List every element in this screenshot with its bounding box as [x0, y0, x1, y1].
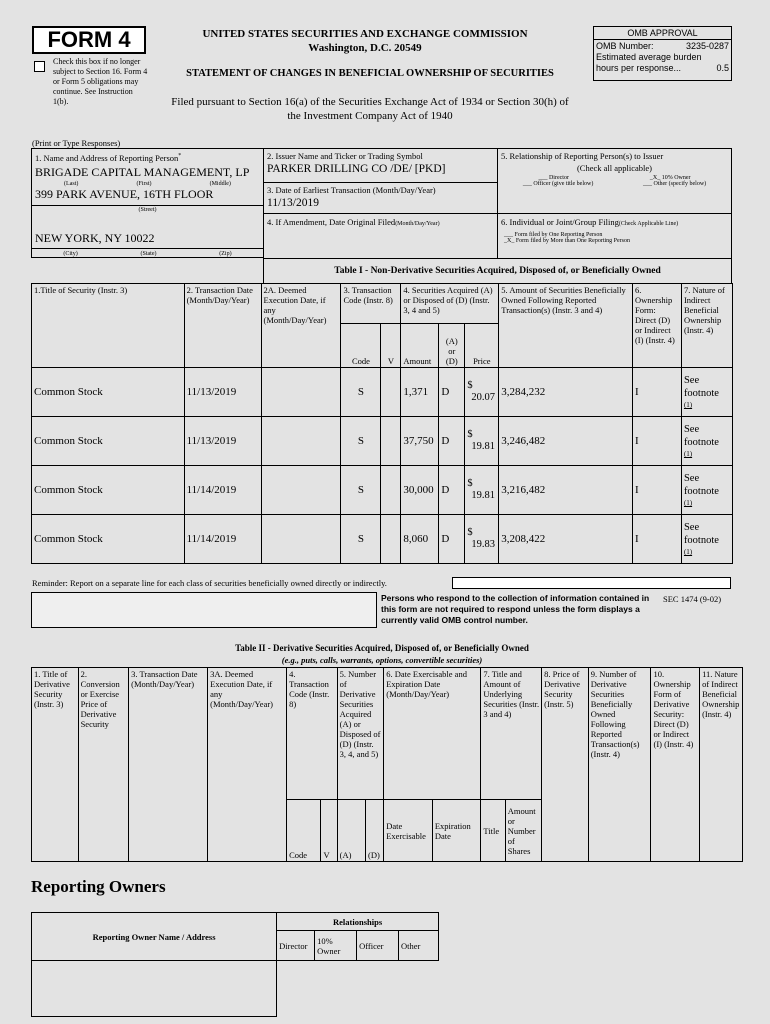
t1-h-acquired: 4. Securities Acquired (A) or Disposed of (D) (Instr. 3, 4 and 5): [401, 284, 499, 324]
t2-h-title: 1. Title of Derivative Security (Instr. 3): [32, 668, 79, 862]
t1-cell-amount: 1,371: [401, 368, 439, 417]
t1-h-form: 6. Ownership Form: Direct (D) or Indirect (I) (Instr. 4): [632, 284, 681, 368]
t1-h-ad: (A) or (D): [439, 324, 465, 368]
reporting-person-name: BRIGADE CAPITAL MANAGEMENT, LP: [35, 164, 250, 179]
t1-h-title: 1.Title of Security (Instr. 3): [32, 284, 185, 368]
t1-cell-title: Common Stock: [32, 515, 185, 564]
t1-h-v: V: [381, 324, 401, 368]
rel-director: ___ Director: [538, 175, 569, 181]
t2-h-form: 10. Ownership Form of Derivative Security: Direct (D) or Indirect (I) (Instr. 4): [651, 668, 700, 862]
table2: [31, 667, 743, 862]
no-longer-subject-checkbox[interactable]: [34, 59, 45, 77]
city-line: NEW YORK, NY 10022: [35, 230, 155, 245]
omb-title: OMB APPROVAL: [594, 27, 731, 40]
t2-h-title-sub: Title: [481, 800, 505, 862]
t1-h-owned: 5. Amount of Securities Beneficially Owned Following Reported Transaction(s) (Instr. 3 and 4): [499, 284, 633, 368]
form-title: FORM 4: [47, 27, 131, 52]
t2-h-date-ex: Date Exercisable: [384, 800, 433, 862]
checkbox-text: Check this box if no longer subject to Section 16. Form 4 or Form 5 obligations may continue. See Instruction 1(b).: [53, 57, 148, 106]
t1-cell-owned: 3,216,482: [499, 466, 633, 515]
ro-h-other: Other: [399, 931, 439, 961]
box1-name-address: 1. Name and Address of Reporting Person* BRIGADE CAPITAL MANAGEMENT, LP (Last) (First) (Middle) 399 PARK AVENUE, 16TH FLOOR (Street) NEW YORK, NY 10022 (City) (State) (Zip): [31, 148, 264, 258]
name-sublabels: (Last) (First) (Middle): [64, 180, 231, 187]
city-sublabels: (City) (State) (Zip): [63, 250, 232, 257]
t1-h-code: 3. Transaction Code (Instr. 8): [341, 284, 401, 324]
t1-cell-form: I: [632, 417, 681, 466]
t1-cell-amount: 8,060: [401, 515, 439, 564]
t1-cell-ad: D: [439, 368, 465, 417]
ro-h-ten: 10% Owner: [315, 931, 357, 961]
t1-h-nature: 7. Nature of Indirect Beneficial Ownership (Instr. 4): [681, 284, 732, 368]
t1-h-code-sub: Code: [341, 324, 381, 368]
box5-sub: (Check all applicable): [576, 163, 653, 173]
sec-code: SEC 1474 (9-02): [663, 594, 722, 604]
street-address: 399 PARK AVENUE, 16TH FLOOR: [35, 186, 214, 201]
omb-approval-box: [593, 26, 732, 81]
t1-h-deemed: 2A. Deemed Execution Date, if any (Month/Day/Year): [261, 284, 341, 368]
box6-one: ___ Form filed by One Reporting Person: [504, 232, 603, 238]
t1-cell-v: [381, 368, 401, 417]
t1-cell-v: [381, 515, 401, 564]
box4-label: 4. If Amendment, Date Original Filed(Month/Day/Year): [267, 217, 440, 227]
box6-more: _X_ Form filed by More than One Reporting Person: [504, 238, 630, 244]
t1-cell-amount: 30,000: [401, 466, 439, 515]
ro-h-officer: Officer: [357, 931, 399, 961]
reporting-owners-table: [31, 912, 439, 1017]
t2-h-owned: 9. Number of Derivative Securities Beneficially Owned Following Reported Transaction(s) (Instr. 4): [588, 668, 651, 862]
agency-location: Washington, D.C. 20549: [308, 42, 422, 54]
t1-cell-code: S: [341, 417, 381, 466]
t1-cell-title: Common Stock: [32, 368, 185, 417]
t2-h-code-sub: Code: [287, 800, 321, 862]
t2-h-nature: 11. Nature of Indirect Beneficial Ownership (Instr. 4): [700, 668, 743, 862]
t2-h-price: 8. Price of Derivative Security (Instr. 5): [542, 668, 589, 862]
table2-title: Table II - Derivative Securities Acquired, Disposed of, or Beneficially Owned: [235, 643, 529, 653]
t1-cell-ad: D: [439, 515, 465, 564]
t1-cell-owned: 3,208,422: [499, 515, 633, 564]
filed-pursuant-line1: Filed pursuant to Section 16(a) of the Securities Exchange Act of 1934 or Section 30(h) of: [171, 96, 569, 108]
t1-cell-title: Common Stock: [32, 417, 185, 466]
t2-h-number: 5. Number of Derivative Securities Acquired (A) or Disposed of (D) (Instr. 3, 4, and 5): [337, 668, 384, 800]
t1-cell-date: 11/13/2019: [184, 368, 261, 417]
t2-h-exercisable: 6. Date Exercisable and Expiration Date (Month/Day/Year): [384, 668, 481, 800]
t1-cell-price: $ 20.07: [465, 368, 499, 417]
footnote-link[interactable]: (1): [683, 499, 693, 507]
footnote-link[interactable]: (1): [683, 548, 693, 556]
t1-cell-amount: 37,750: [401, 417, 439, 466]
t2-h-date: 3. Transaction Date (Month/Day/Year): [129, 668, 208, 862]
t2-h-deemed: 3A. Deemed Execution Date, if any (Month/Day/Year): [208, 668, 287, 862]
t1-cell-owned: 3,246,482: [499, 417, 633, 466]
t1-h-date: 2. Transaction Date (Month/Day/Year): [184, 284, 261, 368]
table-row: [32, 417, 733, 466]
t1-cell-form: I: [632, 515, 681, 564]
form-title-box: [32, 26, 146, 54]
footnote-link[interactable]: (1): [683, 401, 693, 409]
ro-h-director: Director: [277, 931, 315, 961]
t1-h-amount: Amount: [401, 324, 439, 368]
t1-cell-price: $ 19.81: [465, 466, 499, 515]
t1-h-price: Price: [465, 324, 499, 368]
t1-cell-v: [381, 466, 401, 515]
box3-label: 3. Date of Earliest Transaction (Month/Day/Year): [267, 185, 436, 195]
t1-cell-deemed: [261, 417, 341, 466]
omb-burden-1: Estimated average burden: [596, 52, 702, 62]
table1: [31, 283, 733, 564]
rel-other: ___ Other (specify below): [643, 181, 707, 187]
table-row: [32, 515, 733, 564]
box1-label: 1. Name and Address of Reporting Person: [35, 152, 179, 163]
t1-cell-title: Common Stock: [32, 466, 185, 515]
t2-h-conversion: 2. Conversion or Exercise Price of Derivative Security: [78, 668, 129, 862]
box4-amendment: [263, 213, 498, 259]
omb-burden-2: hours per response... 0.5: [596, 63, 729, 73]
reporting-owners-title: Reporting Owners: [31, 877, 166, 896]
t1-cell-price: $ 19.83: [465, 515, 499, 564]
issuer-name: PARKER DRILLING CO /DE/ [PKD]: [267, 163, 446, 175]
box5-relationship: [497, 148, 732, 214]
t1-cell-date: 11/14/2019: [184, 515, 261, 564]
table-row: [32, 466, 733, 515]
reminder-box-right: [452, 577, 731, 589]
t2-h-code: 4. Transaction Code (Instr. 8): [287, 668, 338, 800]
t2-h-amount-shares: Amount or Number of Shares: [505, 800, 541, 862]
t1-cell-code: S: [341, 466, 381, 515]
t2-h-a: (A): [337, 800, 365, 862]
t1-cell-code: S: [341, 368, 381, 417]
t1-cell-nature: See footnote (1): [681, 515, 732, 564]
filed-pursuant-line2: the Investment Company Act of 1940: [287, 110, 453, 122]
t1-cell-deemed: [261, 466, 341, 515]
agency-name: UNITED STATES SECURITIES AND EXCHANGE COMMISSION: [202, 28, 528, 40]
omb-number-row: OMB Number: 3235-0287: [596, 41, 729, 51]
rel-officer: ___ Officer (give title below): [522, 181, 594, 187]
t1-cell-date: 11/13/2019: [184, 417, 261, 466]
t1-cell-deemed: [261, 368, 341, 417]
table2-subtitle: (e.g., puts, calls, warrants, options, convertible securities): [281, 655, 483, 665]
persons-respond-notice: Persons who respond to the collection of information contained in this form are not required to respond unless the form displays a currently valid OMB control number.: [381, 593, 650, 625]
t1-cell-owned: 3,284,232: [499, 368, 633, 417]
t1-cell-v: [381, 417, 401, 466]
earliest-date: 11/13/2019: [267, 197, 319, 209]
t2-h-exp: Expiration Date: [432, 800, 481, 862]
ro-h-name-address: Reporting Owner Name / Address: [32, 913, 277, 961]
t1-cell-price: $ 19.81: [465, 417, 499, 466]
rel-10-owner: _X_ 10% Owner: [649, 175, 691, 181]
street-label: (Street): [138, 206, 157, 213]
table-row: [32, 368, 733, 417]
t1-cell-nature: See footnote (1): [681, 368, 732, 417]
box5-label: 5. Relationship of Reporting Person(s) to Issuer: [501, 151, 664, 161]
t1-cell-form: I: [632, 466, 681, 515]
reminder-text: Reminder: Report on a separate line for each class of securities beneficially owned directly or indirectly.: [32, 578, 387, 588]
print-type-note: (Print or Type Responses): [32, 138, 121, 148]
box6-label: 6. Individual or Joint/Group Filing(Check Applicable Line): [501, 217, 679, 227]
t1-cell-ad: D: [439, 417, 465, 466]
t1-cell-form: I: [632, 368, 681, 417]
reminder-box-left: [31, 592, 377, 628]
t1-cell-nature: See footnote (1): [681, 466, 732, 515]
ro-h-relationships: Relationships: [277, 913, 439, 931]
box2-label: 2. Issuer Name and Ticker or Trading Symbol: [267, 151, 423, 161]
footnote-link[interactable]: (1): [683, 450, 693, 458]
statement-title: STATEMENT OF CHANGES IN BENEFICIAL OWNERSHIP OF SECURITIES: [186, 68, 554, 79]
t1-cell-deemed: [261, 515, 341, 564]
t2-h-v: V: [321, 800, 337, 862]
box6-filing: [497, 213, 732, 259]
t1-cell-code: S: [341, 515, 381, 564]
t1-cell-ad: D: [439, 466, 465, 515]
t1-cell-nature: See footnote (1): [681, 417, 732, 466]
t1-cell-date: 11/14/2019: [184, 466, 261, 515]
table1-title: Table I - Non-Derivative Securities Acquired, Disposed of, or Beneficially Owned: [263, 258, 732, 284]
box3-earliest-date: [263, 182, 498, 214]
t2-h-underlying: 7. Title and Amount of Underlying Securities (Instr. 3 and 4): [481, 668, 542, 800]
box2-issuer: [263, 148, 498, 183]
t2-h-d: (D): [366, 800, 384, 862]
